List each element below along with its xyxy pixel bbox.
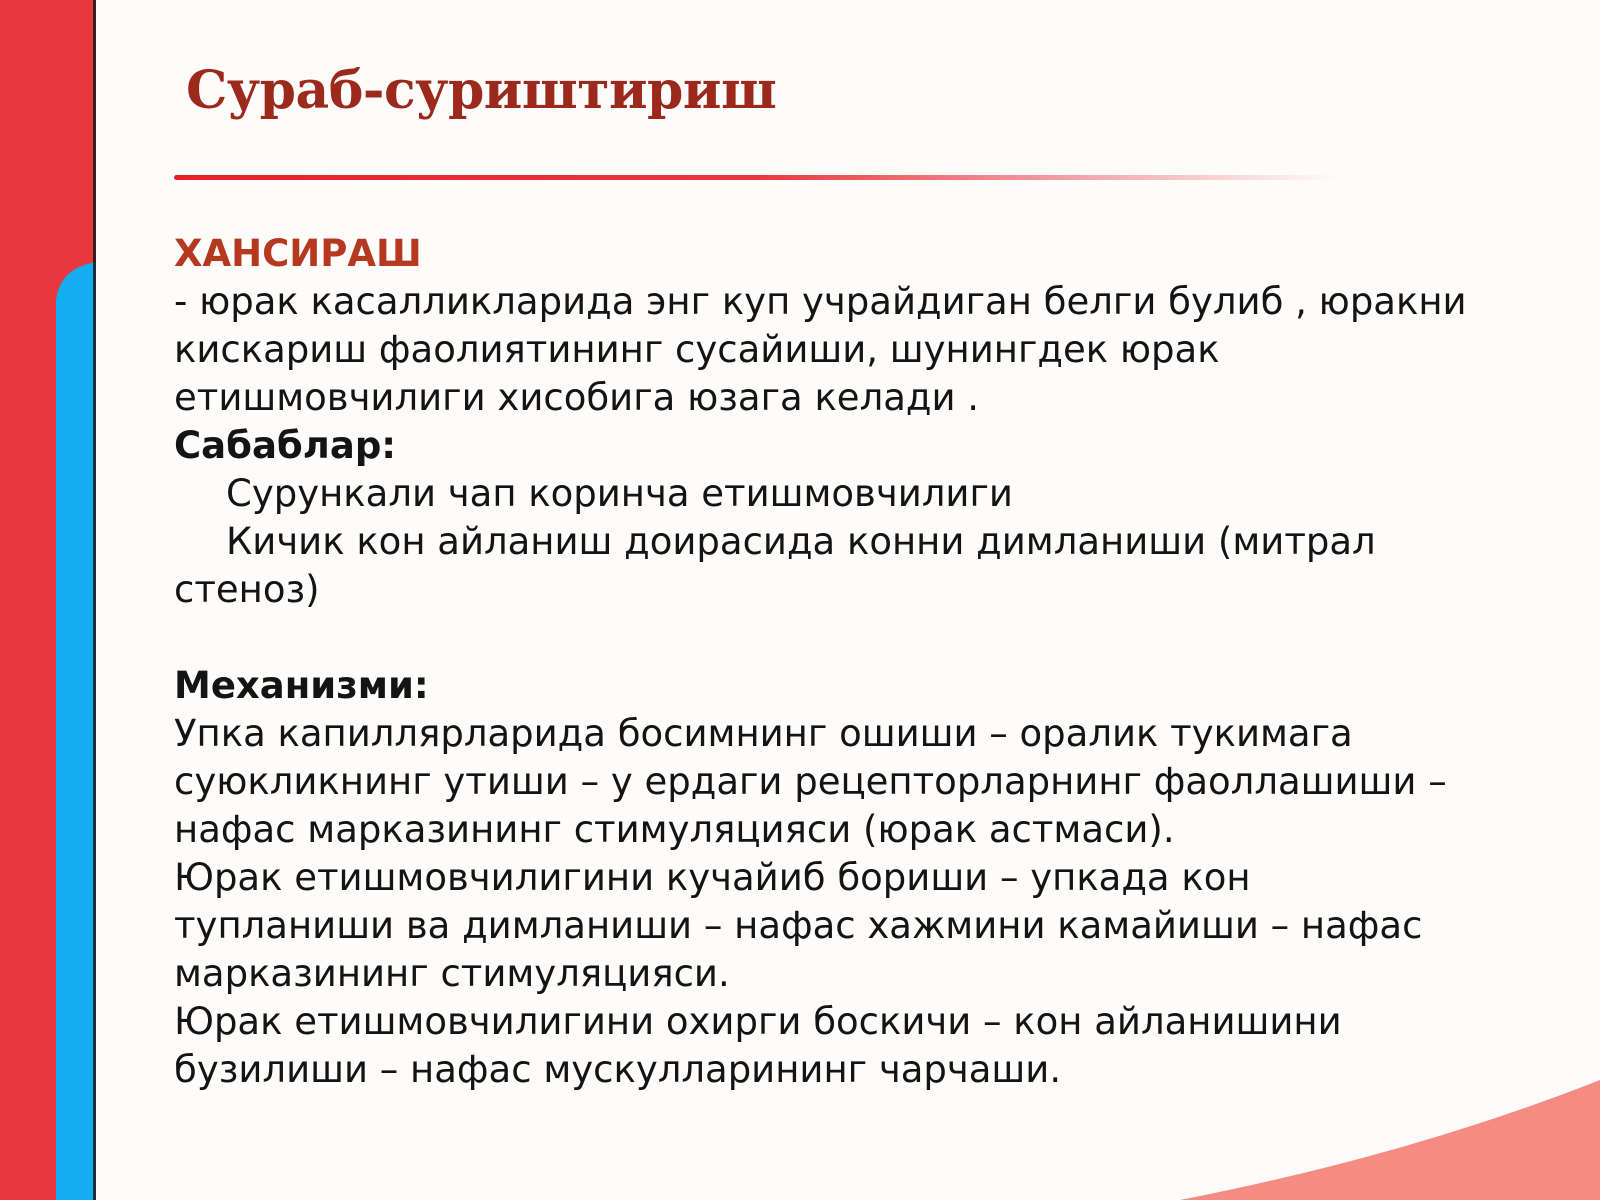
definition-text: - юрак касалликларида энг куп учрайдиган белги булиб , юракни кискариш фаолиятининг сусайиши, шунингдек юрак етишмовчилиги хисобига юзага келади . bbox=[174, 280, 1467, 419]
section-heading-dyspnea: ХАНСИРАШ bbox=[174, 232, 422, 275]
mechanism-heading: Механизми: bbox=[174, 664, 429, 707]
mechanism-item: Упка капиллярларида босимнинг ошиши – оралик тукимага суюкликнинг утиши – у ердаги рецепторларнинг фаоллашиши – нафас марказининг стимуляцияси (юрак астмаси). bbox=[174, 712, 1447, 851]
mechanism-item: Юрак етишмовчилигини охирги боскичи – кон айланишини бузилиши – нафас мускулларининг чарчаши. bbox=[174, 1000, 1342, 1091]
causes-heading: Сабаблар: bbox=[174, 424, 397, 467]
mechanism-item: Юрак етишмовчилигини кучайиб бориши – упкада кон тупланиши ва димланиши – нафас хажмини камайиши – нафас марказининг стимуляцияси. bbox=[174, 856, 1423, 995]
left-decor-stripes bbox=[0, 0, 100, 1200]
corner-wave-decor bbox=[1180, 1080, 1600, 1200]
title-divider bbox=[174, 175, 1339, 180]
slide-body bbox=[174, 230, 1474, 1094]
spacer bbox=[174, 614, 1474, 662]
cause-item: Сурункали чап коринча етишмовчилиги bbox=[226, 472, 1013, 515]
slide-title: Сураб-суриштириш bbox=[186, 60, 777, 121]
cause-item: Кичик кон айланиш доирасида конни димланиши (митрал стеноз) bbox=[174, 520, 1376, 611]
